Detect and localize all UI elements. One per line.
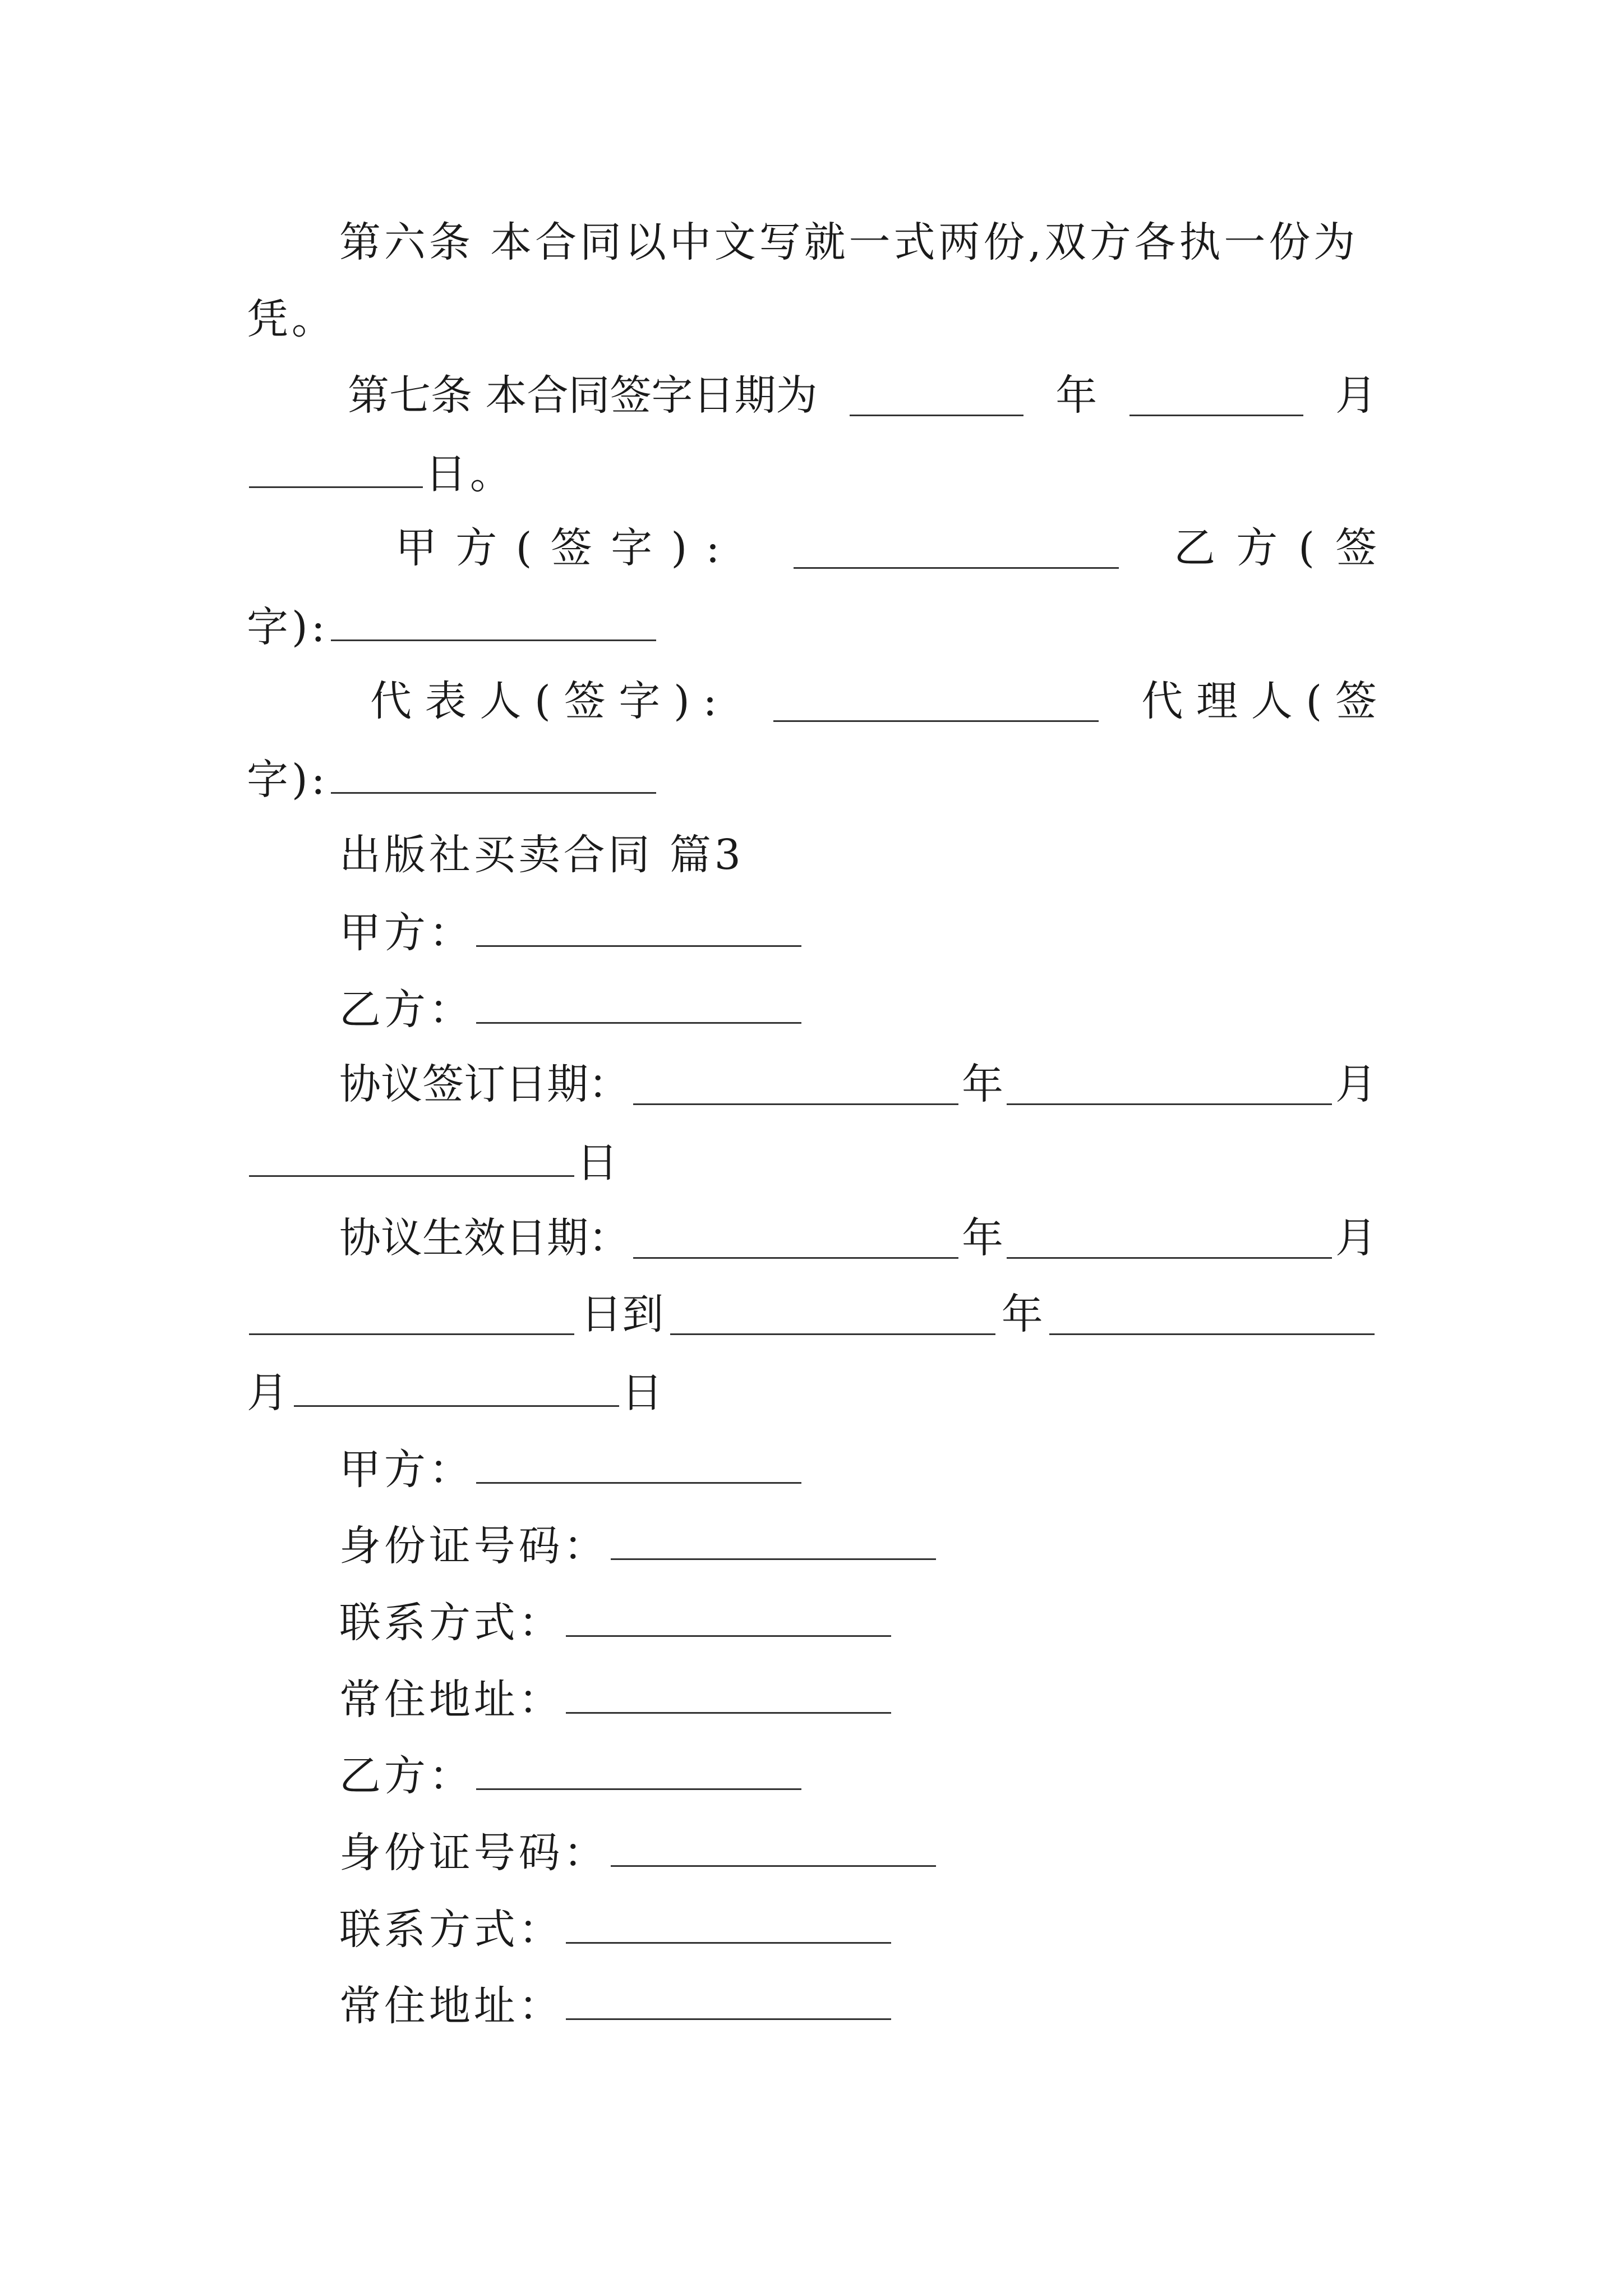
header-party-b-blank bbox=[476, 987, 801, 1024]
party-a-name-line bbox=[339, 1446, 804, 1494]
party-b-contact-blank bbox=[566, 1907, 891, 1944]
party-a-address-label: 常住地址： bbox=[339, 1676, 564, 1724]
signature-line-1 bbox=[395, 524, 1398, 572]
sign-date-line-2 bbox=[247, 1139, 621, 1187]
party-a-contact-line bbox=[339, 1599, 893, 1647]
agent-signature-label-end: 字): bbox=[247, 756, 329, 804]
effective-date-line-2 bbox=[247, 1290, 1377, 1338]
party-a-signature-label: 甲方(签字): bbox=[395, 524, 739, 572]
party-b-name-label: 乙方： bbox=[339, 1752, 474, 1800]
signature-line-2 bbox=[247, 603, 658, 651]
header-party-b-label: 乙方： bbox=[339, 986, 474, 1034]
effective-date-day2-blank bbox=[294, 1370, 619, 1407]
day-label: 日。 bbox=[425, 450, 515, 498]
article-7-line-1 bbox=[348, 371, 1377, 420]
sign-date-month-blank bbox=[1007, 1069, 1332, 1105]
effective-date-month-label: 月 bbox=[1335, 1214, 1377, 1262]
effective-date-month2-label: 月 bbox=[247, 1369, 292, 1417]
effective-date-day-blank bbox=[249, 1299, 574, 1335]
section-title: 出版社买卖合同 篇3 bbox=[339, 831, 744, 879]
effective-date-day2-label: 日 bbox=[621, 1369, 666, 1417]
representative-signature-blank bbox=[773, 685, 1099, 722]
sign-date-day-label: 日 bbox=[577, 1139, 621, 1187]
article-7-line-2 bbox=[247, 450, 515, 498]
party-a-id-blank bbox=[611, 1524, 936, 1560]
effective-date-label: 协议生效日期： bbox=[339, 1214, 630, 1262]
party-b-signature-blank bbox=[331, 605, 656, 641]
party-b-address-line bbox=[339, 1982, 893, 2030]
article-7-prefix: 第七条 本合同签字日期为 bbox=[348, 371, 818, 420]
representative-signature-label: 代表人(签字): bbox=[370, 677, 731, 725]
party-a-contact-label: 联系方式： bbox=[339, 1599, 564, 1647]
month-blank bbox=[1129, 380, 1303, 416]
party-a-contact-blank bbox=[566, 1600, 891, 1637]
sign-date-year-label: 年 bbox=[962, 1060, 1003, 1108]
effective-date-month2-blank bbox=[1049, 1299, 1375, 1335]
party-a-name-blank bbox=[476, 1447, 801, 1484]
effective-date-line-3 bbox=[247, 1369, 666, 1417]
year-blank bbox=[850, 380, 1023, 416]
effective-date-year2-blank bbox=[670, 1299, 995, 1335]
party-a-address-line bbox=[339, 1676, 893, 1724]
party-a-name-label: 甲方： bbox=[339, 1446, 474, 1494]
party-b-address-blank bbox=[566, 1984, 891, 2020]
effective-date-year-blank bbox=[633, 1222, 958, 1259]
sign-date-year-blank bbox=[633, 1069, 958, 1105]
effective-date-day-to-label: 日到 bbox=[580, 1290, 664, 1338]
signature-line-3 bbox=[370, 677, 1390, 725]
effective-date-month-blank bbox=[1007, 1222, 1332, 1259]
party-a-id-line bbox=[339, 1522, 938, 1570]
sign-date-line-1 bbox=[339, 1060, 1377, 1108]
article-6-line-2: 凭。 bbox=[247, 295, 336, 343]
header-party-b bbox=[339, 986, 804, 1034]
article-6-line-1: 第六条 本合同以中文写就一式两份,双方各执一份为 bbox=[339, 218, 1359, 266]
header-party-a-blank bbox=[476, 910, 801, 947]
party-a-signature-blank bbox=[794, 532, 1119, 569]
party-b-contact-label: 联系方式： bbox=[339, 1906, 564, 1954]
sign-date-label: 协议签订日期： bbox=[339, 1060, 630, 1108]
signature-line-4 bbox=[247, 756, 658, 804]
month-label: 月 bbox=[1335, 371, 1377, 420]
party-b-id-label: 身份证号码： bbox=[339, 1829, 608, 1877]
party-a-address-blank bbox=[566, 1677, 891, 1714]
year-label: 年 bbox=[1055, 371, 1098, 420]
header-party-a bbox=[339, 909, 804, 957]
party-b-id-line bbox=[339, 1829, 938, 1877]
header-party-a-label: 甲方： bbox=[339, 909, 474, 957]
party-b-name-line bbox=[339, 1752, 804, 1800]
party-a-id-label: 身份证号码： bbox=[339, 1522, 608, 1570]
sign-date-day-blank bbox=[249, 1140, 574, 1177]
effective-date-line-1 bbox=[339, 1214, 1377, 1262]
agent-signature-blank bbox=[331, 757, 656, 794]
party-b-signature-label: 乙方(签 bbox=[1174, 524, 1398, 572]
effective-date-year-label: 年 bbox=[962, 1214, 1003, 1262]
day-blank bbox=[249, 452, 423, 488]
party-b-id-blank bbox=[611, 1830, 936, 1867]
sign-date-month-label: 月 bbox=[1335, 1060, 1377, 1108]
party-b-contact-line bbox=[339, 1906, 893, 1954]
effective-date-year2-label: 年 bbox=[1001, 1290, 1043, 1338]
party-b-name-blank bbox=[476, 1754, 801, 1790]
party-b-address-label: 常住地址： bbox=[339, 1982, 564, 2030]
agent-signature-label: 代理人(签 bbox=[1141, 677, 1390, 725]
party-b-signature-label-end: 字): bbox=[247, 603, 329, 651]
